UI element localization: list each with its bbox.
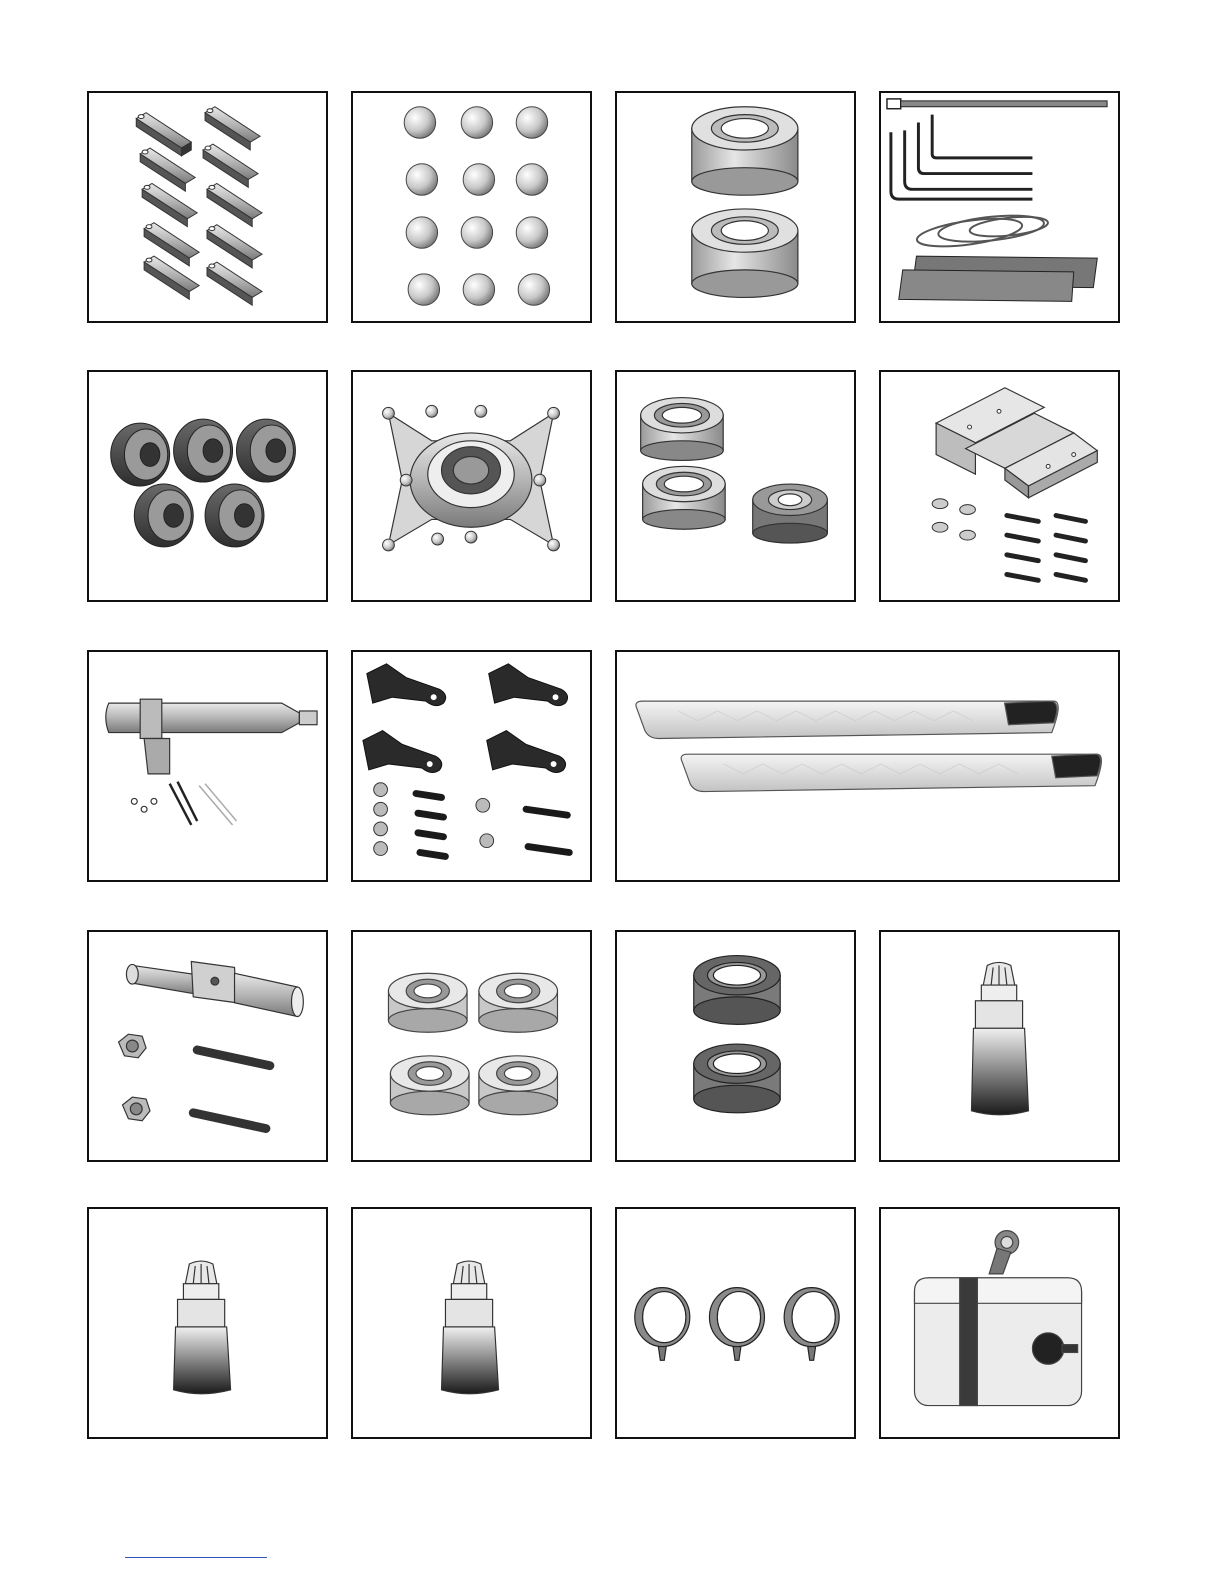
muffler-panel: [87, 650, 328, 882]
frame-bracket-panel: [879, 370, 1120, 602]
bottle-icon: [881, 932, 1118, 1160]
rubber-dampers-panel: [87, 370, 328, 602]
shaft-icon: [89, 932, 326, 1160]
muffler-icon: [89, 652, 326, 880]
tool-kit-panel: [879, 91, 1120, 323]
dark-bearings-panel: [615, 930, 856, 1162]
clamp-ring-icon: [617, 1209, 854, 1437]
swashplate-panel: [351, 370, 592, 602]
fuel-tank-panel: [879, 1207, 1120, 1439]
bearing-icon: [617, 372, 854, 600]
large-bearings-panel: [615, 91, 856, 323]
rotor-blades-panel: [615, 650, 1120, 882]
bearing-set-panel: [615, 370, 856, 602]
clamp-rings-panel: [615, 1207, 856, 1439]
spindle-shaft-panel: [87, 930, 328, 1162]
oil-bottle-panel-2: [87, 1207, 328, 1439]
footer-link-rule: [125, 1557, 267, 1558]
swashplate-icon: [353, 372, 590, 600]
damper-icon: [89, 372, 326, 600]
hex-standoffs-panel: [87, 91, 328, 323]
rotor-blade-icon: [617, 652, 1118, 880]
bearing-quad-panel: [351, 930, 592, 1162]
bearing-icon: [617, 93, 854, 321]
bottle-icon: [89, 1209, 326, 1437]
blade-grips-panel: [351, 650, 592, 882]
hex-wrench-icon: [881, 93, 1118, 321]
bearing-icon: [353, 932, 590, 1160]
bracket-icon: [881, 372, 1118, 600]
hex-spacer-icon: [89, 93, 326, 321]
oil-bottle-panel-1: [879, 930, 1120, 1162]
ball-links-panel: [351, 91, 592, 323]
oil-bottle-panel-3: [351, 1207, 592, 1439]
blade-grip-icon: [353, 652, 590, 880]
bearing-icon: [617, 932, 854, 1160]
bottle-icon: [353, 1209, 590, 1437]
fuel-tank-icon: [881, 1209, 1118, 1437]
ball-link-icon: [353, 93, 590, 321]
